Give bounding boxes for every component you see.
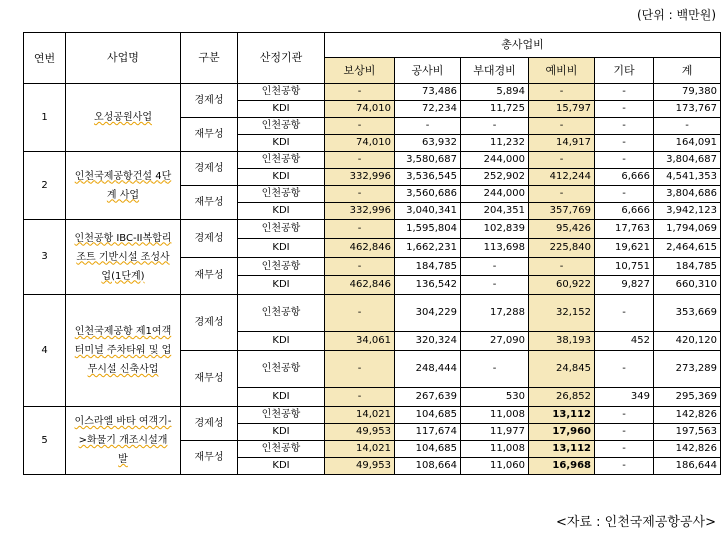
value-cell: 14,021 xyxy=(325,407,395,424)
value-cell: 1,595,804 xyxy=(395,220,461,239)
estimator-cell: 인천공항 xyxy=(238,351,325,388)
project-name xyxy=(66,152,181,220)
estimator-cell: 인천공항 xyxy=(238,258,325,276)
value-cell: 17,960 xyxy=(529,424,595,441)
project-name-text: 오성공원사업 xyxy=(94,112,152,123)
value-cell: 72,234 xyxy=(395,101,461,118)
value-cell: 11,008 xyxy=(461,407,529,424)
project-number: 5 xyxy=(24,407,66,475)
value-cell: 38,193 xyxy=(529,332,595,351)
value-cell: - xyxy=(595,424,654,441)
value-cell: - xyxy=(595,186,654,203)
value-cell: 412,244 xyxy=(529,169,595,186)
header-col-other: 기타 xyxy=(595,58,654,84)
value-cell: - xyxy=(325,220,395,239)
value-cell: 267,639 xyxy=(395,388,461,407)
header-col-incidental: 부대경비 xyxy=(461,58,529,84)
value-cell: 164,091 xyxy=(654,135,721,152)
value-cell: - xyxy=(325,84,395,101)
value-cell: - xyxy=(461,351,529,388)
value-cell: 10,751 xyxy=(595,258,654,276)
value-cell: - xyxy=(529,152,595,169)
estimator-cell: KDI xyxy=(238,332,325,351)
value-cell: - xyxy=(654,118,721,135)
value-cell: 3,560,686 xyxy=(395,186,461,203)
value-cell: 2,464,615 xyxy=(654,239,721,258)
project-name-text: 인천국제공항 제1여객터미널 주차타워 및 업무시설 신축사업 xyxy=(74,326,172,375)
value-cell: 60,922 xyxy=(529,276,595,295)
unit-note: (단위 : 백만원) xyxy=(637,8,716,22)
estimator-cell: KDI xyxy=(238,458,325,475)
value-cell: 1,794,069 xyxy=(654,220,721,239)
value-cell: - xyxy=(461,258,529,276)
category-cell: 경제성 xyxy=(181,220,238,258)
value-cell: 108,664 xyxy=(395,458,461,475)
value-cell: 142,826 xyxy=(654,407,721,424)
estimator-cell: 인천공항 xyxy=(238,152,325,169)
project-name xyxy=(66,295,181,407)
project-name xyxy=(66,407,181,475)
value-cell: - xyxy=(595,295,654,332)
value-cell: 14,917 xyxy=(529,135,595,152)
value-cell: 11,060 xyxy=(461,458,529,475)
value-cell: 9,827 xyxy=(595,276,654,295)
value-cell: 3,804,687 xyxy=(654,152,721,169)
value-cell: - xyxy=(529,118,595,135)
value-cell: 248,444 xyxy=(395,351,461,388)
value-cell: 420,120 xyxy=(654,332,721,351)
estimator-cell: 인천공항 xyxy=(238,407,325,424)
value-cell: - xyxy=(595,101,654,118)
value-cell: 113,698 xyxy=(461,239,529,258)
value-cell: 295,369 xyxy=(654,388,721,407)
value-cell: 332,996 xyxy=(325,203,395,220)
value-cell: 24,845 xyxy=(529,351,595,388)
estimator-cell: KDI xyxy=(238,276,325,295)
value-cell: 6,666 xyxy=(595,203,654,220)
estimator-cell: 인천공항 xyxy=(238,84,325,101)
table-row xyxy=(24,220,721,239)
table-row xyxy=(24,152,721,169)
value-cell: 184,785 xyxy=(395,258,461,276)
project-name xyxy=(66,220,181,295)
value-cell: 142,826 xyxy=(654,441,721,458)
value-cell: 3,040,341 xyxy=(395,203,461,220)
value-cell: 186,644 xyxy=(654,458,721,475)
value-cell: 102,839 xyxy=(461,220,529,239)
header-col-reserve: 예비비 xyxy=(529,58,595,84)
value-cell: - xyxy=(595,135,654,152)
value-cell: 104,685 xyxy=(395,407,461,424)
value-cell: 3,804,686 xyxy=(654,186,721,203)
value-cell: 320,324 xyxy=(395,332,461,351)
value-cell: - xyxy=(529,84,595,101)
header-row-1 xyxy=(24,33,721,58)
value-cell: 304,229 xyxy=(395,295,461,332)
value-cell: 462,846 xyxy=(325,239,395,258)
value-cell: 63,932 xyxy=(395,135,461,152)
value-cell: - xyxy=(325,186,395,203)
value-cell: - xyxy=(595,458,654,475)
value-cell: 660,310 xyxy=(654,276,721,295)
estimator-cell: KDI xyxy=(238,424,325,441)
value-cell: 136,542 xyxy=(395,276,461,295)
estimator-cell: 인천공항 xyxy=(238,295,325,332)
category-cell: 경제성 xyxy=(181,84,238,118)
estimator-cell: 인천공항 xyxy=(238,118,325,135)
value-cell: - xyxy=(395,118,461,135)
category-cell: 재무성 xyxy=(181,118,238,152)
value-cell: 184,785 xyxy=(654,258,721,276)
category-cell: 경제성 xyxy=(181,407,238,441)
value-cell: 74,010 xyxy=(325,135,395,152)
value-cell: 225,840 xyxy=(529,239,595,258)
value-cell: 11,008 xyxy=(461,441,529,458)
value-cell: - xyxy=(595,84,654,101)
value-cell: - xyxy=(461,276,529,295)
value-cell: 19,621 xyxy=(595,239,654,258)
value-cell: 17,288 xyxy=(461,295,529,332)
value-cell: 13,112 xyxy=(529,441,595,458)
estimator-cell: KDI xyxy=(238,135,325,152)
project-name-text: 인천공항 IBC-II복합리조트 기반시설 조성사업(1단계) xyxy=(74,232,172,282)
project-number: 3 xyxy=(24,220,66,295)
value-cell: 3,580,687 xyxy=(395,152,461,169)
value-cell: 462,846 xyxy=(325,276,395,295)
project-number: 2 xyxy=(24,152,66,220)
value-cell: 353,669 xyxy=(654,295,721,332)
header-col-compensation: 보상비 xyxy=(325,58,395,84)
header-estimator: 산정기관 xyxy=(238,33,325,84)
value-cell: - xyxy=(325,295,395,332)
header-project: 사업명 xyxy=(66,33,181,84)
project-number: 4 xyxy=(24,295,66,407)
estimator-cell: KDI xyxy=(238,239,325,258)
value-cell: 5,894 xyxy=(461,84,529,101)
estimator-cell: KDI xyxy=(238,388,325,407)
value-cell: 15,797 xyxy=(529,101,595,118)
value-cell: 332,996 xyxy=(325,169,395,186)
value-cell: 244,000 xyxy=(461,152,529,169)
estimator-cell: 인천공항 xyxy=(238,220,325,239)
value-cell: 349 xyxy=(595,388,654,407)
value-cell: 244,000 xyxy=(461,186,529,203)
value-cell: 452 xyxy=(595,332,654,351)
value-cell: 14,021 xyxy=(325,441,395,458)
value-cell: 73,486 xyxy=(395,84,461,101)
value-cell: - xyxy=(325,388,395,407)
value-cell: 273,289 xyxy=(654,351,721,388)
table-row xyxy=(24,84,721,101)
value-cell: 16,968 xyxy=(529,458,595,475)
header-no: 연번 xyxy=(24,33,66,84)
value-cell: 27,090 xyxy=(461,332,529,351)
project-name xyxy=(66,84,181,152)
source-note: <자료 : 인천국제공항공사> xyxy=(555,515,716,530)
value-cell: 32,152 xyxy=(529,295,595,332)
value-cell: 104,685 xyxy=(395,441,461,458)
estimator-cell: KDI xyxy=(238,203,325,220)
value-cell: - xyxy=(595,118,654,135)
table-row xyxy=(24,295,721,332)
value-cell: 530 xyxy=(461,388,529,407)
value-cell: 34,061 xyxy=(325,332,395,351)
project-number: 1 xyxy=(24,84,66,152)
header-col-sum: 계 xyxy=(654,58,721,84)
value-cell: 74,010 xyxy=(325,101,395,118)
project-cost-table xyxy=(23,32,721,475)
value-cell: 49,953 xyxy=(325,458,395,475)
estimator-cell: 인천공항 xyxy=(238,186,325,203)
value-cell: 95,426 xyxy=(529,220,595,239)
value-cell: 3,536,545 xyxy=(395,169,461,186)
value-cell: 4,541,353 xyxy=(654,169,721,186)
value-cell: 11,725 xyxy=(461,101,529,118)
value-cell: - xyxy=(595,441,654,458)
value-cell: - xyxy=(529,186,595,203)
category-cell: 경제성 xyxy=(181,152,238,186)
value-cell: 252,902 xyxy=(461,169,529,186)
value-cell: - xyxy=(595,152,654,169)
category-cell: 재무성 xyxy=(181,441,238,475)
value-cell: 11,977 xyxy=(461,424,529,441)
value-cell: - xyxy=(461,118,529,135)
value-cell: 79,380 xyxy=(654,84,721,101)
header-category: 구분 xyxy=(181,33,238,84)
value-cell: 117,674 xyxy=(395,424,461,441)
table-row xyxy=(24,407,721,424)
estimator-cell: KDI xyxy=(238,169,325,186)
value-cell: - xyxy=(595,407,654,424)
value-cell: 11,232 xyxy=(461,135,529,152)
category-cell: 경제성 xyxy=(181,295,238,351)
project-name-text: 이스라엘 바타 여객기->화물기 개조시설개발 xyxy=(74,416,172,465)
project-name-text: 인천국제공항건설 4단계 사업 xyxy=(74,170,172,201)
value-cell: 1,662,231 xyxy=(395,239,461,258)
value-cell: 173,767 xyxy=(654,101,721,118)
value-cell: 6,666 xyxy=(595,169,654,186)
value-cell: 3,942,123 xyxy=(654,203,721,220)
value-cell: - xyxy=(325,258,395,276)
value-cell: 13,112 xyxy=(529,407,595,424)
value-cell: - xyxy=(325,152,395,169)
value-cell: - xyxy=(529,258,595,276)
estimator-cell: KDI xyxy=(238,101,325,118)
category-cell: 재무성 xyxy=(181,258,238,295)
value-cell: 49,953 xyxy=(325,424,395,441)
header-col-construction: 공사비 xyxy=(395,58,461,84)
value-cell: 26,852 xyxy=(529,388,595,407)
estimator-cell: 인천공항 xyxy=(238,441,325,458)
category-cell: 재무성 xyxy=(181,351,238,407)
value-cell: - xyxy=(595,351,654,388)
value-cell: - xyxy=(325,118,395,135)
value-cell: - xyxy=(325,351,395,388)
value-cell: 17,763 xyxy=(595,220,654,239)
value-cell: 204,351 xyxy=(461,203,529,220)
value-cell: 357,769 xyxy=(529,203,595,220)
value-cell: 197,563 xyxy=(654,424,721,441)
header-total-cost: 총사업비 xyxy=(325,33,721,58)
category-cell: 재무성 xyxy=(181,186,238,220)
